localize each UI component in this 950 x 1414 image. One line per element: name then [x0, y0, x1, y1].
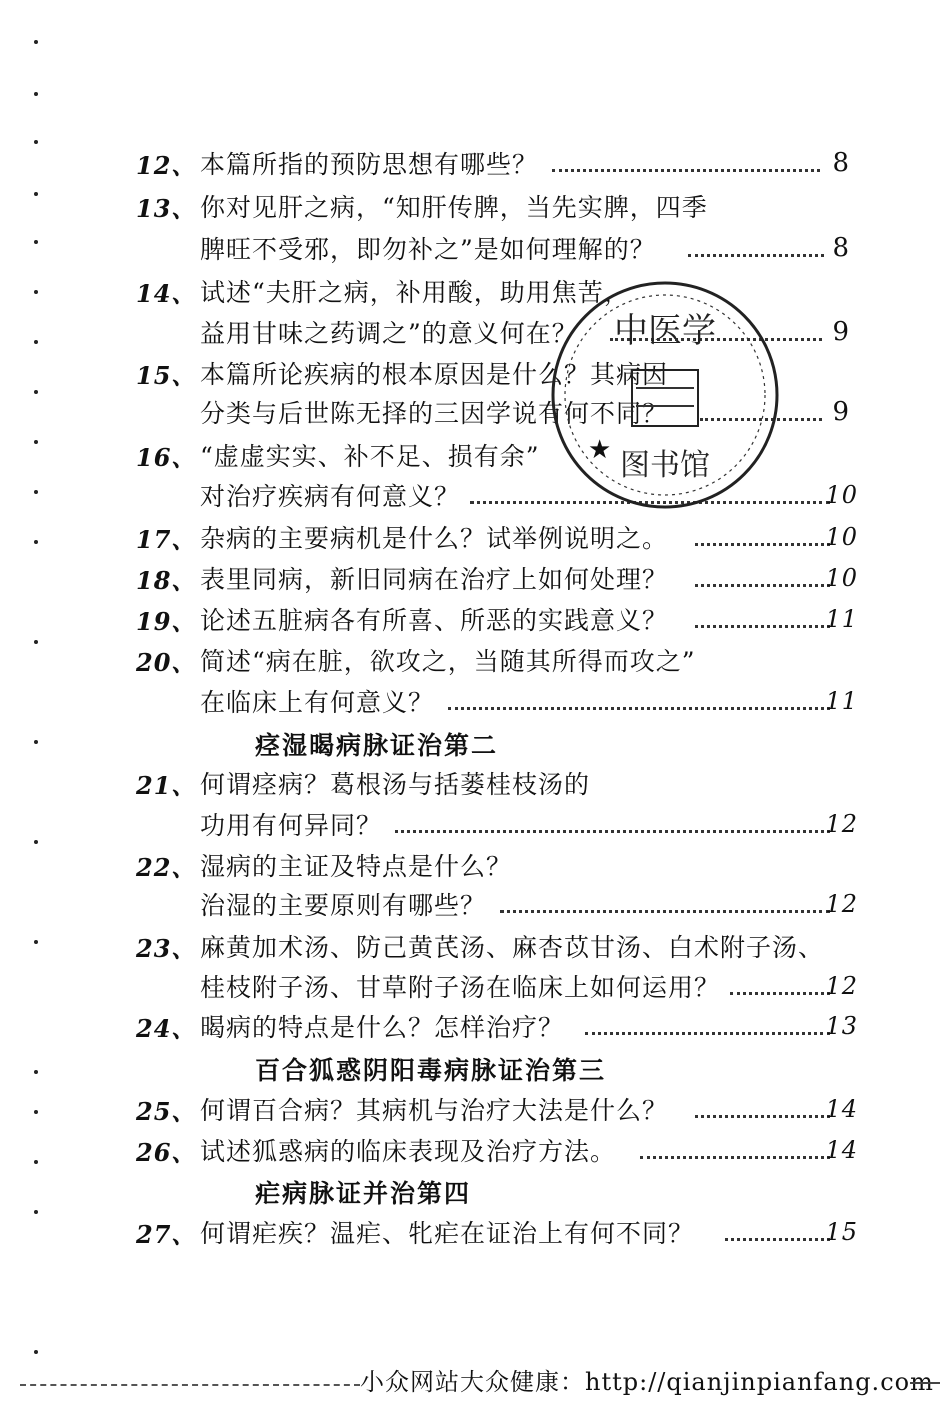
dot-leader	[688, 252, 824, 257]
dot-leader	[695, 1113, 830, 1118]
entry-title: 你对见肝之病，“知肝传脾，当先实脾，四季	[200, 193, 708, 222]
entry-number: 14、	[136, 278, 197, 308]
entry-title: 本篇所论疾病的根本原因是什么？其病因	[200, 360, 669, 389]
toc-entry-continuation[interactable]	[0, 966, 858, 1006]
dot-leader	[640, 1154, 830, 1159]
entry-number: 13、	[136, 193, 197, 223]
toc-entry[interactable]	[0, 845, 858, 885]
toc-entry[interactable]	[0, 1212, 858, 1252]
footer-mark	[910, 1382, 940, 1384]
entry-title: 桂枝附子汤、甘草附子汤在临床上如何运用？	[200, 973, 721, 1002]
entry-page: 14	[825, 1136, 858, 1164]
section-heading: 痉湿暍病脉证治第二	[255, 731, 499, 760]
dot-leader	[500, 908, 830, 913]
entry-number: 16、	[136, 442, 197, 472]
toc-entry-continuation[interactable]	[0, 228, 850, 268]
entry-title: 何谓百合病？其病机与治疗大法是什么？	[200, 1096, 669, 1125]
entry-number: 23、	[136, 933, 197, 963]
footer	[0, 1360, 950, 1400]
entry-page: 11	[825, 605, 858, 633]
entry-title: 功用有何异同？	[200, 811, 383, 840]
footer-rule	[20, 1384, 360, 1386]
entry-page: 14	[825, 1095, 858, 1123]
entry-title: 简述“病在脏，欲攻之，当随其所得而攻之”	[200, 647, 696, 676]
toc-entry[interactable]	[0, 1089, 858, 1129]
entry-title: 益用甘味之药调之”的意义何在？	[200, 319, 578, 348]
entry-page: 10	[825, 564, 858, 592]
entry-page: 15	[825, 1218, 858, 1246]
entry-title: 试述狐惑病的临床表现及治疗方法。	[200, 1137, 617, 1166]
entry-title: 何谓痉病？葛根汤与括蒌桂枝汤的	[200, 770, 591, 799]
entry-title: 湿病的主证及特点是什么？	[200, 852, 513, 881]
entry-title: 脾旺不受邪，即勿补之”是如何理解的？	[200, 235, 656, 264]
toc-entry[interactable]	[0, 640, 858, 680]
toc-entry-continuation[interactable]	[0, 884, 858, 924]
entry-title: 杂病的主要病机是什么？试举例说明之。	[200, 524, 669, 553]
entry-number: 12、	[136, 150, 197, 180]
footer-website-text[interactable]: 小众网站大众健康：http://qianjinpianfang.com	[360, 1368, 934, 1396]
toc-entry[interactable]	[0, 1130, 858, 1170]
entry-number: 18、	[136, 565, 197, 595]
entry-page: 9	[832, 317, 850, 347]
entry-number: 25、	[136, 1096, 197, 1126]
dot-leader	[695, 623, 830, 628]
entry-title: 表里同病，新旧同病在治疗上如何处理？	[200, 565, 669, 594]
entry-title: 试述“夫肝之病，补用酸，助用焦苦，	[200, 278, 630, 307]
entry-number: 22、	[136, 852, 197, 882]
entry-title: 论述五脏病各有所喜、所恶的实践意义？	[200, 606, 669, 635]
entry-title: 何谓疟疾？温疟、牝疟在证治上有何不同？	[200, 1219, 695, 1248]
entry-page: 13	[825, 1012, 858, 1040]
stamp-top-text: 中医学	[614, 311, 716, 351]
toc-entry[interactable]	[0, 143, 850, 183]
dot-leader	[395, 828, 830, 833]
entry-title: 分类与后世陈无择的三因学说有何不同？	[200, 399, 669, 428]
entry-title: 在临床上有何意义？	[200, 688, 435, 717]
entry-page: 11	[825, 687, 858, 715]
toc-entry[interactable]	[0, 1006, 858, 1046]
entry-page: 12	[825, 890, 858, 918]
entry-number: 24、	[136, 1013, 197, 1043]
toc-entry-continuation[interactable]	[0, 804, 858, 844]
toc-entry[interactable]	[0, 186, 850, 226]
entry-title: 对治疗疾病有何意义？	[200, 482, 461, 511]
entry-title: 治湿的主要原则有哪些？	[200, 891, 487, 920]
star-icon: ★	[588, 435, 612, 465]
library-stamp	[540, 270, 790, 520]
entry-page: 8	[832, 233, 850, 263]
dot-leader	[552, 167, 820, 172]
entry-page: 8	[832, 148, 850, 178]
entry-number: 26、	[136, 1137, 197, 1167]
entry-number: 21、	[136, 770, 197, 800]
dot-leader	[585, 1030, 830, 1035]
toc-entry[interactable]	[0, 926, 858, 966]
stamp-bottom-text: 图书馆	[620, 448, 710, 483]
entry-page: 10	[825, 523, 858, 551]
dot-leader	[695, 582, 830, 587]
entry-number: 27、	[136, 1219, 197, 1249]
entry-title: 本篇所指的预防思想有哪些？	[200, 150, 539, 179]
toc-entry[interactable]	[0, 763, 858, 803]
dot-leader	[695, 541, 830, 546]
entry-page: 12	[825, 972, 858, 1000]
dot-leader	[448, 705, 830, 710]
toc-entry[interactable]	[0, 517, 858, 557]
entry-number: 17、	[136, 524, 197, 554]
entry-page: 10	[825, 481, 858, 509]
dot-leader	[725, 1236, 830, 1241]
entry-title: 麻黄加术汤、防己黄芪汤、麻杏苡甘汤、白术附子汤、	[200, 933, 825, 962]
toc-entry[interactable]	[0, 558, 858, 598]
entry-number: 19、	[136, 606, 197, 636]
section-heading: 疟病脉证并治第四	[255, 1179, 472, 1208]
toc-entry-continuation[interactable]	[0, 681, 858, 721]
entry-number: 15、	[136, 360, 197, 390]
entry-page: 9	[832, 397, 850, 427]
section-heading: 百合狐惑阴阳毒病脉证治第三	[255, 1056, 607, 1085]
dot-leader	[730, 990, 830, 995]
entry-number: 20、	[136, 647, 197, 677]
entry-title: 暍病的特点是什么？怎样治疗？	[200, 1013, 565, 1042]
entry-page: 12	[825, 810, 858, 838]
toc-entry[interactable]	[0, 599, 858, 639]
entry-title: “虚虚实实、补不足、损有余”	[200, 442, 540, 471]
